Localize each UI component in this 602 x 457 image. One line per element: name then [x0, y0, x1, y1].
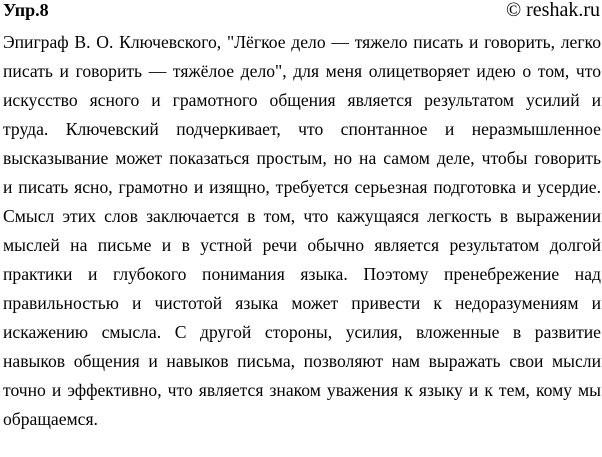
text-line: высказывание может показаться простым, но на самом деле, чтобы говорить: [3, 148, 601, 168]
text-line: искусство ясного и грамотного общения является результатом усилий и: [3, 90, 601, 110]
text-line: Эпиграф В. О. Ключевского, "Лёгкое дело — тяжело писать и говорить, легко: [3, 32, 601, 52]
site-watermark: © reshak.ru: [505, 0, 600, 21]
text-line: писать и говорить — тяжёлое дело", для меня олицетворяет идею о том, что: [3, 61, 601, 81]
page-header: [0, 0, 602, 24]
essay-text: [3, 28, 601, 434]
exercise-title: Упр.8: [3, 0, 49, 20]
text-line: Смысл этих слов заключается в том, что кажущаяся легкость в выражении: [3, 206, 601, 226]
text-line: практики и глубокого понимания языка. Поэтому пренебрежение над: [3, 264, 601, 284]
text-line: и писать ясно, грамотно и изящно, требуется серьезная подготовка и усердие.: [3, 177, 601, 197]
text-line: труда. Ключевский подчеркивает, что спонтанное и неразмышленное: [3, 119, 601, 139]
text-line: правильностью и чистотой языка может привести к недоразумениям и: [3, 293, 601, 313]
text-line: искажению смысла. С другой стороны, усилия, вложенные в развитие: [3, 322, 601, 342]
text-line: мыслей на письме и в устной речи обычно является результатом долгой: [3, 235, 601, 255]
text-line: обращаемся.: [3, 409, 98, 429]
text-line: точно и эффективно, что является знаком уважения к языку и к тем, кому мы: [3, 380, 601, 400]
text-line: навыков общения и навыков письма, позволяют нам выражать свои мысли: [3, 351, 601, 371]
